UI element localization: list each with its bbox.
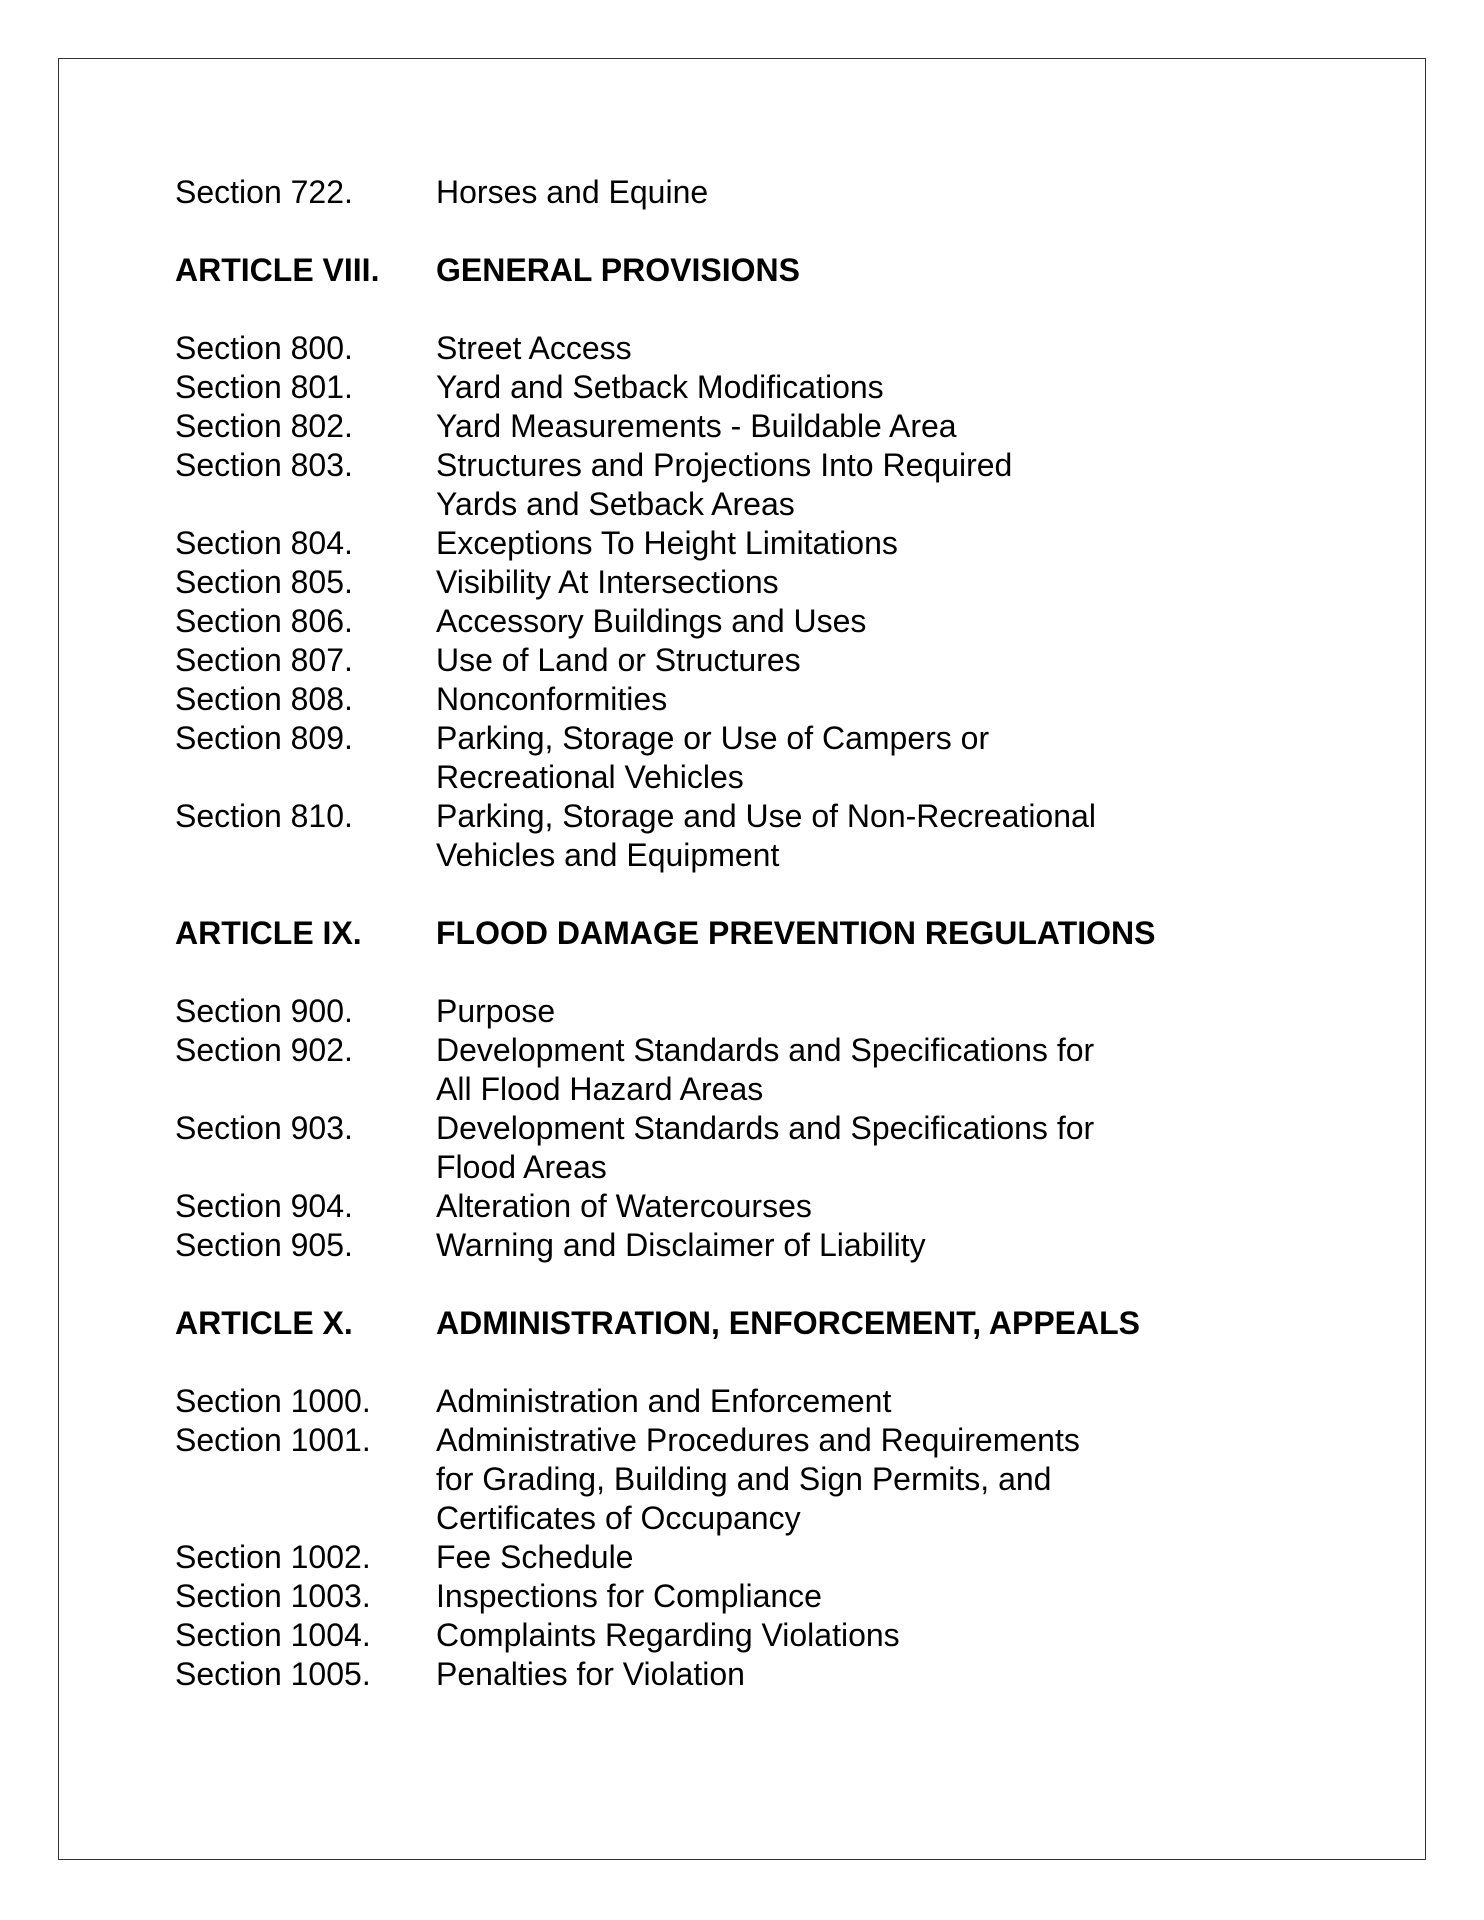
section-title: Development Standards and Specifications for All Flood Hazard Areas [436, 1032, 1095, 1107]
toc-section-row [175, 446, 1325, 524]
toc-section-row [175, 329, 1325, 368]
toc-section-row [175, 1382, 1325, 1421]
section-number: Section 810. [175, 798, 353, 834]
article-number: ARTICLE VIII. [175, 252, 380, 288]
article-heading [175, 251, 1325, 290]
section-number: Section 1000. [175, 1383, 371, 1419]
section-title: Yard and Setback Modifications [436, 369, 884, 405]
section-number: Section 904. [175, 1188, 353, 1224]
section-title: Inspections for Compliance [436, 1578, 822, 1614]
section-title: Exceptions To Height Limitations [436, 525, 898, 561]
section-title: Administrative Procedures and Requirements for Grading, Building and Sign Permits, and Certificates of Occupancy [436, 1422, 1080, 1536]
article-title: ADMINISTRATION, ENFORCEMENT, APPEALS [436, 1305, 1141, 1341]
section-number: Section 1003. [175, 1578, 371, 1614]
section-title: Accessory Buildings and Uses [436, 603, 867, 639]
section-number: Section 905. [175, 1227, 353, 1263]
section-title: Purpose [436, 993, 556, 1029]
section-title: Horses and Equine [436, 174, 709, 210]
toc-section-row [175, 1616, 1325, 1655]
toc-section-row [175, 1031, 1325, 1109]
section-number: Section 902. [175, 1032, 353, 1068]
section-title: Development Standards and Specifications for Flood Areas [436, 1110, 1095, 1185]
section-number: Section 903. [175, 1110, 353, 1146]
toc-section-row [175, 1109, 1325, 1187]
section-number: Section 803. [175, 447, 353, 483]
toc-section-row [175, 1577, 1325, 1616]
section-title: Parking, Storage or Use of Campers or Recreational Vehicles [436, 720, 990, 795]
article-number: ARTICLE IX. [175, 915, 362, 951]
section-title: Complaints Regarding Violations [436, 1617, 900, 1653]
toc-section-row [175, 1226, 1325, 1265]
article-number: ARTICLE X. [175, 1305, 353, 1341]
section-title: Fee Schedule [436, 1539, 634, 1575]
section-title: Administration and Enforcement [436, 1383, 892, 1419]
section-number: Section 804. [175, 525, 353, 561]
toc-section-row [175, 719, 1325, 797]
articles-list [175, 251, 1325, 1694]
toc-section-row [175, 1538, 1325, 1577]
toc-section-row [175, 524, 1325, 563]
section-number: Section 900. [175, 993, 353, 1029]
table-of-contents [175, 173, 1325, 1694]
section-title: Penalties for Violation [436, 1656, 745, 1692]
article-heading [175, 914, 1325, 953]
section-number: Section 806. [175, 603, 353, 639]
toc-section-row [175, 368, 1325, 407]
toc-section-row [175, 407, 1325, 446]
toc-section-row [175, 1655, 1325, 1694]
article-title: FLOOD DAMAGE PREVENTION REGULATIONS [436, 915, 1156, 951]
section-number: Section 809. [175, 720, 353, 756]
section-title: Use of Land or Structures [436, 642, 801, 678]
section-title: Visibility At Intersections [436, 564, 779, 600]
section-title: Street Access [436, 330, 632, 366]
section-number: Section 808. [175, 681, 353, 717]
toc-section-row [175, 1187, 1325, 1226]
section-number: Section 801. [175, 369, 353, 405]
section-title: Warning and Disclaimer of Liability [436, 1227, 926, 1263]
toc-section-row [175, 563, 1325, 602]
section-number: Section 805. [175, 564, 353, 600]
toc-section-row [175, 992, 1325, 1031]
section-title: Parking, Storage and Use of Non-Recreational Vehicles and Equipment [436, 798, 1096, 873]
section-number: Section 1001. [175, 1422, 371, 1458]
toc-section-row [175, 680, 1325, 719]
section-title: Structures and Projections Into Required Yards and Setback Areas [436, 447, 1013, 522]
toc-section-row [175, 173, 1325, 212]
section-title: Alteration of Watercourses [436, 1188, 812, 1224]
section-title: Yard Measurements - Buildable Area [436, 408, 957, 444]
article-title: GENERAL PROVISIONS [436, 252, 800, 288]
section-number: Section 800. [175, 330, 353, 366]
toc-section-row [175, 1421, 1325, 1538]
article-heading [175, 1304, 1325, 1343]
section-number: Section 1004. [175, 1617, 371, 1653]
section-number: Section 722. [175, 174, 353, 210]
toc-section-row [175, 641, 1325, 680]
section-title: Nonconformities [436, 681, 668, 717]
section-number: Section 802. [175, 408, 353, 444]
section-number: Section 807. [175, 642, 353, 678]
section-number: Section 1005. [175, 1656, 371, 1692]
toc-section-row [175, 602, 1325, 641]
section-number: Section 1002. [175, 1539, 371, 1575]
toc-section-row [175, 797, 1325, 875]
